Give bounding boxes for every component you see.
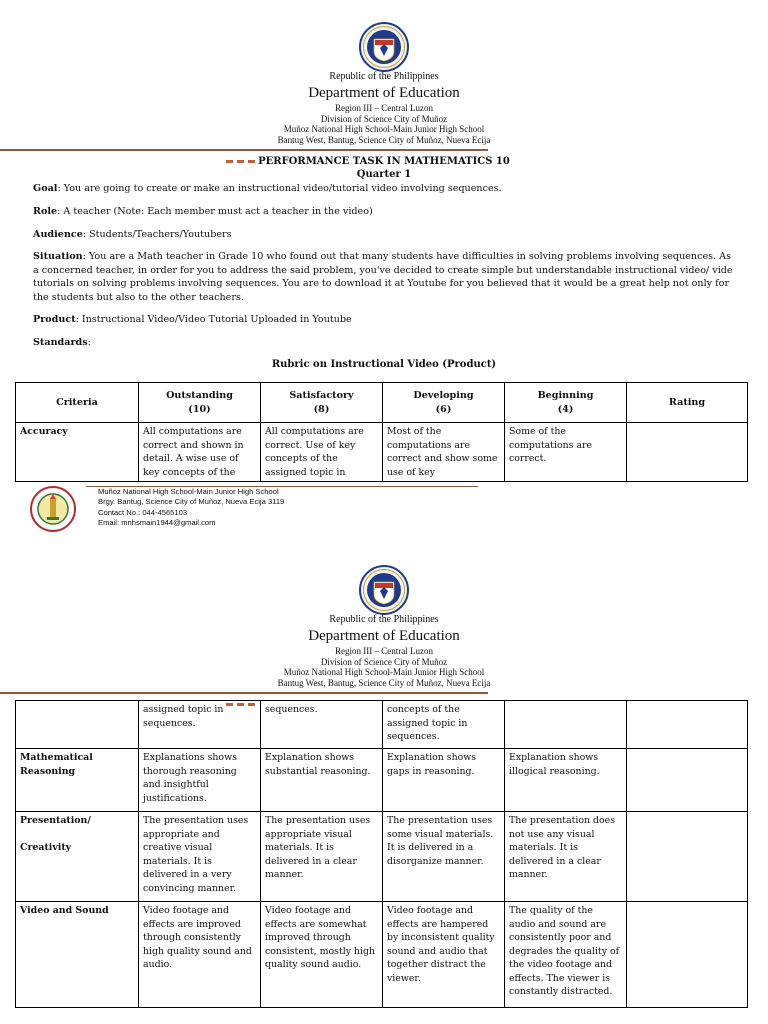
audience-paragraph: Audience: Students/Teachers/Youtubers	[33, 229, 232, 240]
division-text: Division of Science City of Muñoz	[320, 113, 448, 124]
footer-address: Brgy. Bantug, Science City of Muñoz, Nueva Ecija 3119	[98, 497, 285, 507]
cell-video-satisfactory: Video footage and effects are somewhat improved through consistent, mostly high quality sound audio.	[261, 902, 383, 1008]
header-satisfactory: Satisfactory (8)	[261, 383, 383, 423]
rubric-table-part1	[15, 382, 748, 482]
goal-paragraph: Goal: You are going to create or make an instructional video/tutorial video involving sequences.	[33, 183, 502, 194]
department-title: Department of Education	[308, 628, 460, 644]
cell-video-outstanding: Video footage and effects are improved through consistently high quality sound and audio.	[139, 902, 261, 1008]
page2-header	[0, 613, 768, 688]
task-quarter: Quarter 1	[356, 169, 412, 180]
cell-accuracy-beginning: Some of the computations are correct.	[505, 423, 627, 482]
table-row	[16, 812, 748, 902]
table-row	[16, 902, 748, 1008]
header-developing: Developing (6)	[383, 383, 505, 423]
standards-paragraph: Standards:	[33, 337, 91, 348]
cell-accuracy-beginning-cont	[505, 701, 627, 749]
header-rating: Rating	[627, 383, 748, 423]
republic-text: Republic of the Philippines	[329, 614, 439, 625]
region-text: Region III – Central Luzon	[335, 103, 433, 113]
criteria-accuracy: Accuracy	[16, 423, 139, 482]
situation-paragraph: Situation: You are a Math teacher in Grade 10 who found out that many students have difficulties in solving problems involving sequences. As a concerned teacher, in order for you to address the said problem, you've decided to create simple but understandable instructional video/ vide tutorials on solving problems involving sequences. You are to download it at Youtube for you believed that it would be a great help not only for the students but also to the other teachers.	[33, 251, 733, 303]
footer-school: Muñoz National High School-Main Junior High School	[98, 487, 279, 496]
table-row	[16, 423, 748, 482]
cell-video-beginning: The quality of the audio and sound are consistently poor and degrades the quality of the video footage and effects. The viewer is constantly distracted.	[505, 902, 627, 1008]
cell-reasoning-rating	[627, 749, 748, 812]
cell-presentation-rating	[627, 812, 748, 902]
header-divider-accent	[226, 148, 259, 151]
product-paragraph: Product: Instructional Video/Video Tutorial Uploaded in Youtube	[33, 314, 352, 325]
footer-phone: Contact No.: 044-4565103	[98, 507, 188, 517]
footer-email: Email: mnhsmain1944@gmail.com	[98, 517, 216, 527]
republic-text: Republic of the Philippines	[329, 71, 439, 82]
rubric-title: Rubric on Instructional Video (Product)	[271, 359, 497, 370]
page1-header	[0, 70, 768, 145]
cell-accuracy-outstanding-cont: assigned topic in sequences.	[139, 701, 261, 749]
table-row	[16, 701, 748, 749]
address-text: Bantug West, Bantug, Science City of Muñoz, Nueva Ecija	[277, 134, 491, 145]
rubric-header-row	[16, 383, 748, 423]
criteria-accuracy-cont	[16, 701, 139, 749]
header-outstanding: Outstanding (10)	[139, 383, 261, 423]
cell-accuracy-developing: Most of the computations are correct and show some use of key	[383, 423, 505, 482]
region-text: Region III – Central Luzon	[335, 646, 433, 656]
role-paragraph: Role: A teacher (Note: Each member must act a teacher in the video)	[33, 206, 373, 217]
cell-presentation-outstanding: The presentation uses appropriate and creative visual materials. It is delivered in a very convincing manner.	[139, 812, 261, 902]
cell-reasoning-satisfactory: Explanation shows substantial reasoning.	[261, 749, 383, 812]
cell-accuracy-developing-cont: concepts of the assigned topic in sequences.	[383, 701, 505, 749]
address-text: Bantug West, Bantug, Science City of Muñoz, Nueva Ecija	[277, 677, 491, 688]
criteria-presentation: Presentation/ Creativity	[16, 812, 139, 902]
department-title: Department of Education	[308, 85, 460, 101]
header-beginning: Beginning (4)	[505, 383, 627, 423]
cell-video-rating	[627, 902, 748, 1008]
cell-reasoning-outstanding: Explanations shows thorough reasoning and insightful justifications.	[139, 749, 261, 812]
cell-reasoning-beginning: Explanation shows illogical reasoning.	[505, 749, 627, 812]
cell-reasoning-developing: Explanation shows gaps in reasoning.	[383, 749, 505, 812]
school-text: Muñoz National High School-Main Junior High School	[283, 667, 485, 677]
deped-seal-icon	[359, 565, 409, 615]
footer-contact	[98, 487, 284, 528]
cell-accuracy-rating	[627, 423, 748, 482]
header-divider-accent	[226, 691, 259, 694]
cell-presentation-satisfactory: The presentation uses appropriate visual materials. It is delivered in a clear manner.	[261, 812, 383, 902]
criteria-video-sound: Video and Sound	[16, 902, 139, 1008]
school-text: Muñoz National High School-Main Junior High School	[283, 124, 485, 134]
school-logo-icon	[30, 486, 76, 532]
header-criteria: Criteria	[16, 383, 139, 423]
cell-video-developing: Video footage and effects are hampered by inconsistent quality sound and audio that together distract the viewer.	[383, 902, 505, 1008]
criteria-reasoning: Mathematical Reasoning	[16, 749, 139, 812]
deped-seal-icon	[359, 22, 409, 72]
cell-presentation-developing: The presentation uses some visual materials. It is delivered in a disorganize manner.	[383, 812, 505, 902]
cell-accuracy-outstanding: All computations are correct and shown in detail. A wise use of key concepts of the	[139, 423, 261, 482]
division-text: Division of Science City of Muñoz	[320, 656, 448, 667]
task-title: PERFORMANCE TASK IN MATHEMATICS 10	[258, 156, 510, 167]
cell-accuracy-rating-cont	[627, 701, 748, 749]
cell-accuracy-satisfactory: All computations are correct. Use of key concepts of the assigned topic in	[261, 423, 383, 482]
cell-accuracy-satisfactory-cont: sequences.	[261, 701, 383, 749]
cell-presentation-beginning: The presentation does not use any visual materials. It is delivered in a clear manner.	[505, 812, 627, 902]
rubric-table-part2	[15, 700, 748, 1008]
table-row	[16, 749, 748, 812]
